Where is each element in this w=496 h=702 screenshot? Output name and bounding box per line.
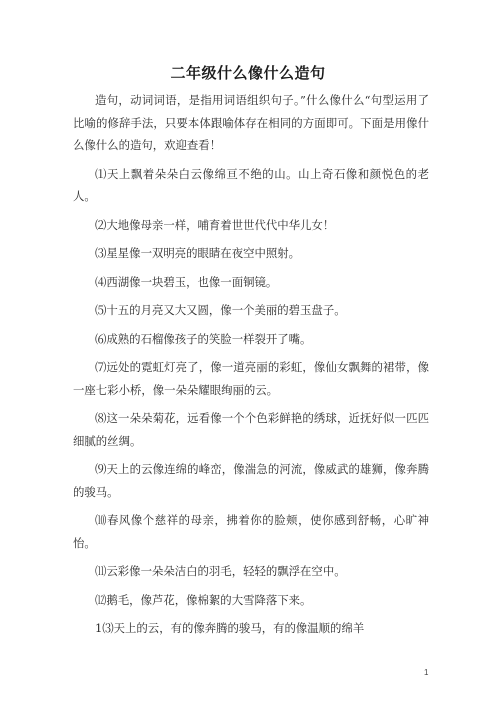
paragraph-item: ⑺远处的霓虹灯亮了，像一道亮丽的彩虹，像仙女飘舞的裙带，像一座七彩小桥，像一朵朵耀眼绚丽的云。: [73, 360, 429, 397]
document-title: 二年级什么像什么造句: [170, 64, 326, 82]
page-number: 1: [424, 668, 429, 677]
paragraph-item: 1⑶天上的云，有的像奔腾的骏马，有的像温顺的绵羊: [95, 621, 365, 635]
paragraph-item: ⑹成熟的石榴像孩子的笑脸一样裂开了嘴。: [95, 331, 312, 346]
paragraph-item: ⑴天上飘着朵朵白云像绵亘不绝的山。山上奇石像和颜悦色的老人。: [73, 166, 429, 203]
paragraph-item: ⑷西湖像一块碧玉，也像一面铜镜。: [95, 274, 278, 289]
paragraph-item: ⑽春风像个慈祥的母亲，拂着你的脸颊，使你感到舒畅，心旷神怡。: [73, 513, 429, 550]
paragraph-item: ⑿鹅毛，像芦花，像棉絮的大雪降落下来。: [95, 592, 312, 607]
paragraph-item: ⑸十五的月亮又大又圆，像一个美丽的碧玉盘子。: [95, 303, 346, 317]
paragraph-item: ⑶星星像一双明亮的眼睛在夜空中照射。: [95, 246, 301, 260]
document-body: [73, 89, 429, 646]
paragraph-item: ⑻这一朵朵菊花，远看像一个个色彩鲜艳的绣球，近抚好似一匹匹细腻的丝绸。: [73, 411, 429, 448]
paragraph-item: ⑼天上的云像连绵的峰峦，像湍急的河流，像威武的雄狮，像奔腾的骏马。: [73, 462, 429, 499]
paragraph-item: ⑾云彩像一朵朵洁白的羽毛，轻轻的飘浮在空中。: [95, 564, 346, 578]
paragraph-item: ⑵大地像母亲一样，哺育着世世代代中华儿女！: [95, 217, 335, 232]
paragraph-intro: 造句，动词词语，是指用词语组织句子。”什么像什么“句型运用了比喻的修辞手法，只要本体跟喻体存在相同的方面即可。下面是用像什么像什么的造句，欢迎查看！: [73, 93, 429, 152]
